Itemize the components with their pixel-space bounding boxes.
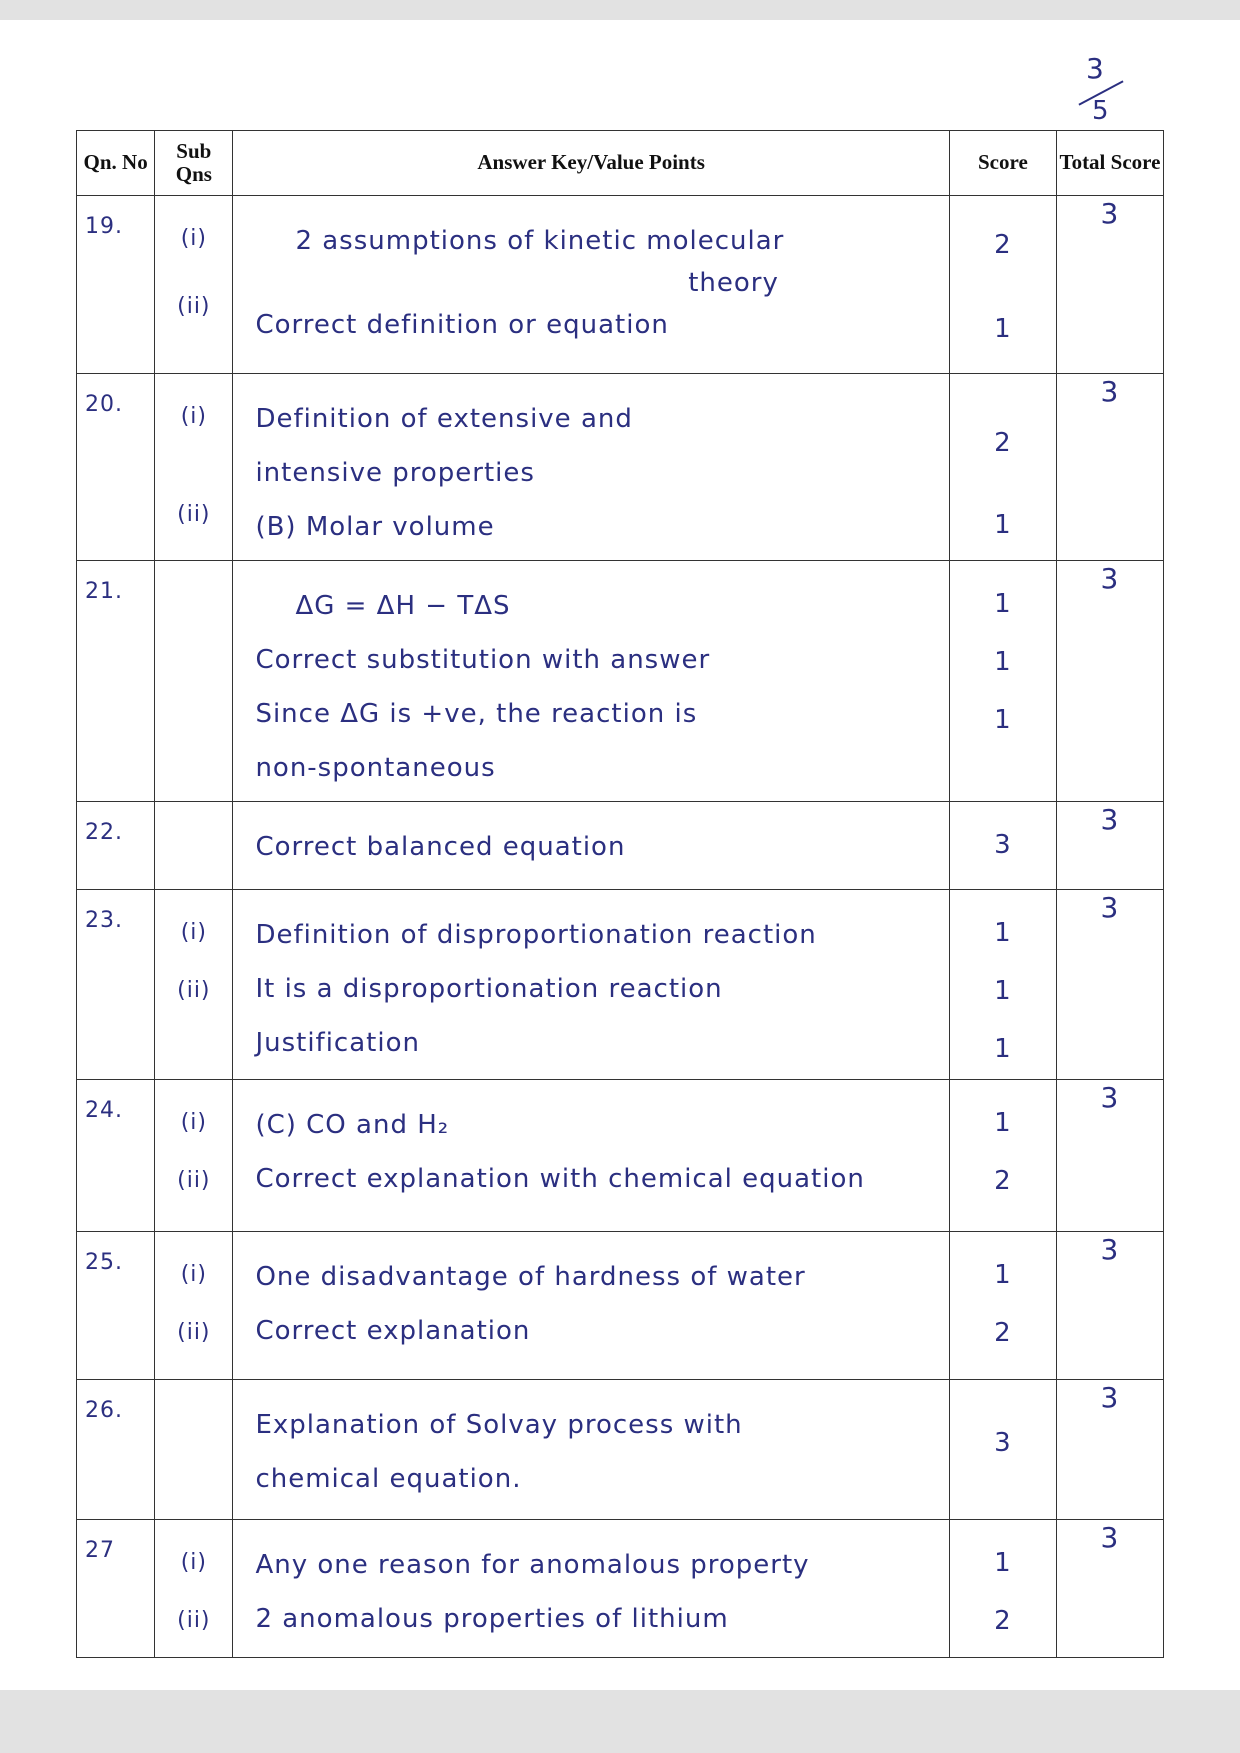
scan-border-top xyxy=(0,0,1240,20)
table-row xyxy=(77,1520,1164,1658)
sub-questions xyxy=(155,890,233,1080)
sub-question: (i) xyxy=(180,226,207,251)
question-number: 21. xyxy=(77,561,155,802)
answer-points xyxy=(233,1520,949,1658)
total-score: 3 xyxy=(1056,561,1163,802)
sub-questions xyxy=(155,802,233,890)
answer-line: Definition of extensive and xyxy=(255,404,633,434)
answer-points xyxy=(233,196,949,374)
score-cell xyxy=(949,1080,1056,1232)
sub-question: (i) xyxy=(180,1110,207,1135)
answer-line: Any one reason for anomalous property xyxy=(255,1550,810,1580)
score-value: 1 xyxy=(994,314,1012,344)
answer-line: Correct definition or equation xyxy=(255,310,669,340)
sub-questions xyxy=(155,1080,233,1232)
total-score: 3 xyxy=(1056,1380,1163,1520)
header-answer-key: Answer Key/Value Points xyxy=(233,131,949,196)
total-score: 3 xyxy=(1056,890,1163,1080)
sub-questions xyxy=(155,1380,233,1520)
score-value: 1 xyxy=(994,1260,1012,1290)
answer-line: Explanation of Solvay process with xyxy=(255,1410,743,1440)
score-value: 1 xyxy=(994,1108,1012,1138)
sub-question: (ii) xyxy=(177,1168,211,1193)
score-value: 2 xyxy=(994,230,1012,260)
score-cell xyxy=(949,196,1056,374)
question-number: 19. xyxy=(77,196,155,374)
answer-line: Correct explanation with chemical equation xyxy=(255,1164,865,1194)
score-value: 1 xyxy=(994,1034,1012,1064)
sub-question: (i) xyxy=(180,404,207,429)
score-cell xyxy=(949,1380,1056,1520)
score-cell xyxy=(949,374,1056,561)
score-value: 3 xyxy=(994,1428,1012,1458)
table-row xyxy=(77,802,1164,890)
total-score: 3 xyxy=(1056,1080,1163,1232)
answer-points xyxy=(233,374,949,561)
answer-line: 2 anomalous properties of lithium xyxy=(255,1604,729,1634)
answer-line: Correct explanation xyxy=(255,1316,531,1346)
score-value: 1 xyxy=(994,510,1012,540)
sub-question: (i) xyxy=(180,920,207,945)
answer-line: Since ΔG is +ve, the reaction is xyxy=(255,699,698,729)
score-value: 2 xyxy=(994,1318,1012,1348)
score-value: 2 xyxy=(994,1606,1012,1636)
score-value: 1 xyxy=(994,705,1012,735)
answer-key-table xyxy=(76,130,1164,1658)
answer-points xyxy=(233,802,949,890)
page-mark xyxy=(1072,52,1132,132)
question-number: 24. xyxy=(77,1080,155,1232)
answer-line: (B) Molar volume xyxy=(255,512,495,542)
question-number: 23. xyxy=(77,890,155,1080)
table-row xyxy=(77,1380,1164,1520)
table-header-row xyxy=(77,131,1164,196)
score-value: 1 xyxy=(994,976,1012,1006)
header-qn-no: Qn. No xyxy=(77,131,155,196)
total-score: 3 xyxy=(1056,196,1163,374)
sub-question: (ii) xyxy=(177,1608,211,1633)
sub-question: (ii) xyxy=(177,502,211,527)
sub-questions xyxy=(155,561,233,802)
page-mark-numerator: 3 xyxy=(1086,52,1105,85)
sub-question: (ii) xyxy=(177,294,211,319)
answer-line: (C) CO and H₂ xyxy=(255,1110,450,1140)
total-score: 3 xyxy=(1056,1232,1163,1380)
sub-questions xyxy=(155,196,233,374)
score-value: 2 xyxy=(994,428,1012,458)
sub-questions xyxy=(155,374,233,561)
answer-line: 2 assumptions of kinetic molecular xyxy=(295,226,785,256)
answer-line: Justification xyxy=(255,1028,420,1058)
question-number: 26. xyxy=(77,1380,155,1520)
question-number: 25. xyxy=(77,1232,155,1380)
score-value: 2 xyxy=(994,1166,1012,1196)
answer-line: non-spontaneous xyxy=(255,753,496,783)
answer-points xyxy=(233,890,949,1080)
total-score: 3 xyxy=(1056,374,1163,561)
header-total-score: Total Score xyxy=(1056,131,1163,196)
answer-line: chemical equation. xyxy=(255,1464,522,1494)
question-number: 27 xyxy=(77,1520,155,1658)
table-row xyxy=(77,1080,1164,1232)
score-cell xyxy=(949,1232,1056,1380)
score-value: 1 xyxy=(994,1548,1012,1578)
answer-line: Definition of disproportionation reaction xyxy=(255,920,817,950)
answer-line: It is a disproportionation reaction xyxy=(255,974,723,1004)
answer-line: One disadvantage of hardness of water xyxy=(255,1262,806,1292)
sub-questions xyxy=(155,1232,233,1380)
score-value: 1 xyxy=(994,647,1012,677)
total-score: 3 xyxy=(1056,802,1163,890)
answer-points xyxy=(233,561,949,802)
answer-line: intensive properties xyxy=(255,458,535,488)
score-cell xyxy=(949,890,1056,1080)
score-cell xyxy=(949,561,1056,802)
score-cell xyxy=(949,802,1056,890)
answer-points xyxy=(233,1080,949,1232)
answer-points xyxy=(233,1380,949,1520)
score-value: 3 xyxy=(994,830,1012,860)
score-value: 1 xyxy=(994,918,1012,948)
sub-question: (ii) xyxy=(177,1320,211,1345)
header-sub-qns: Sub Qns xyxy=(155,131,233,196)
header-score: Score xyxy=(949,131,1056,196)
page-mark-denominator: 5 xyxy=(1092,96,1110,126)
total-score: 3 xyxy=(1056,1520,1163,1658)
question-number: 22. xyxy=(77,802,155,890)
table-row xyxy=(77,196,1164,374)
score-cell xyxy=(949,1520,1056,1658)
answer-line: Correct balanced equation xyxy=(255,832,626,862)
answer-line: ΔG = ΔH − TΔS xyxy=(295,591,511,621)
answer-line: Correct substitution with answer xyxy=(255,645,711,675)
answer-line: theory xyxy=(688,268,779,298)
table-row xyxy=(77,890,1164,1080)
sub-question: (i) xyxy=(180,1550,207,1575)
table-row xyxy=(77,1232,1164,1380)
score-value: 1 xyxy=(994,589,1012,619)
table-row xyxy=(77,374,1164,561)
sub-questions xyxy=(155,1520,233,1658)
sub-question: (i) xyxy=(180,1262,207,1287)
answer-points xyxy=(233,1232,949,1380)
question-number: 20. xyxy=(77,374,155,561)
scan-border-bottom xyxy=(0,1690,1240,1753)
table-row xyxy=(77,561,1164,802)
sub-question: (ii) xyxy=(177,978,211,1003)
